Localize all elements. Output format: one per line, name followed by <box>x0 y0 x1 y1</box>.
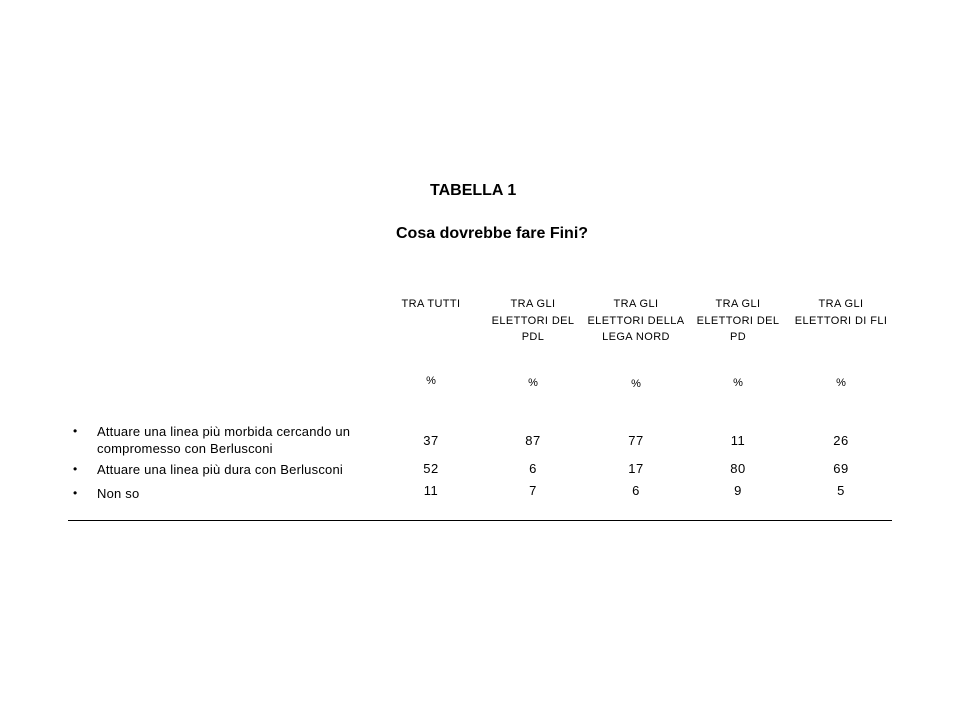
table-cell: 9 <box>734 483 742 498</box>
column-unit-pd: % <box>733 377 743 389</box>
bottom-rule <box>68 520 892 521</box>
row-label: Non so <box>97 486 140 501</box>
table-cell: 52 <box>423 461 439 476</box>
column-unit-pdl: % <box>528 377 538 389</box>
table-cell: 37 <box>423 433 439 448</box>
column-header-fli: TRA GLI ELETTORI DI FLI <box>794 298 888 327</box>
table-cell: 11 <box>423 483 439 498</box>
row-bullet: • <box>73 424 78 438</box>
table-cell: 5 <box>837 483 845 498</box>
table-cell: 87 <box>525 433 541 448</box>
column-unit-fli: % <box>836 377 846 389</box>
table-title: TABELLA 1 <box>430 182 517 199</box>
table-cell: 80 <box>730 461 746 476</box>
column-header-tutti: TRA TUTTI <box>401 298 461 310</box>
column-header-pd: TRA GLI ELETTORI DEL PD <box>696 298 780 343</box>
table-cell: 69 <box>833 461 849 476</box>
table-cell: 17 <box>628 461 644 476</box>
table-cell: 6 <box>529 461 537 476</box>
row-bullet: • <box>73 486 78 500</box>
column-unit-lega-nord: % <box>631 378 641 390</box>
table-cell: 77 <box>628 433 644 448</box>
table-cell: 6 <box>632 483 640 498</box>
column-header-pdl: TRA GLI ELETTORI DEL PDL <box>491 298 575 343</box>
table-cell: 7 <box>529 483 537 498</box>
row-label: Attuare una linea più dura con Berlusconi <box>97 462 343 477</box>
table-subtitle: Cosa dovrebbe fare Fini? <box>396 225 589 242</box>
row-bullet: • <box>73 462 78 476</box>
column-unit-tutti: % <box>426 375 436 387</box>
column-header-lega-nord: TRA GLI ELETTORI DELLA LEGA NORD <box>587 298 685 343</box>
row-label: Attuare una linea più morbida cercando un compromesso con Berlusconi <box>97 424 351 456</box>
table-cell: 11 <box>730 433 746 448</box>
table-cell: 26 <box>833 433 849 448</box>
